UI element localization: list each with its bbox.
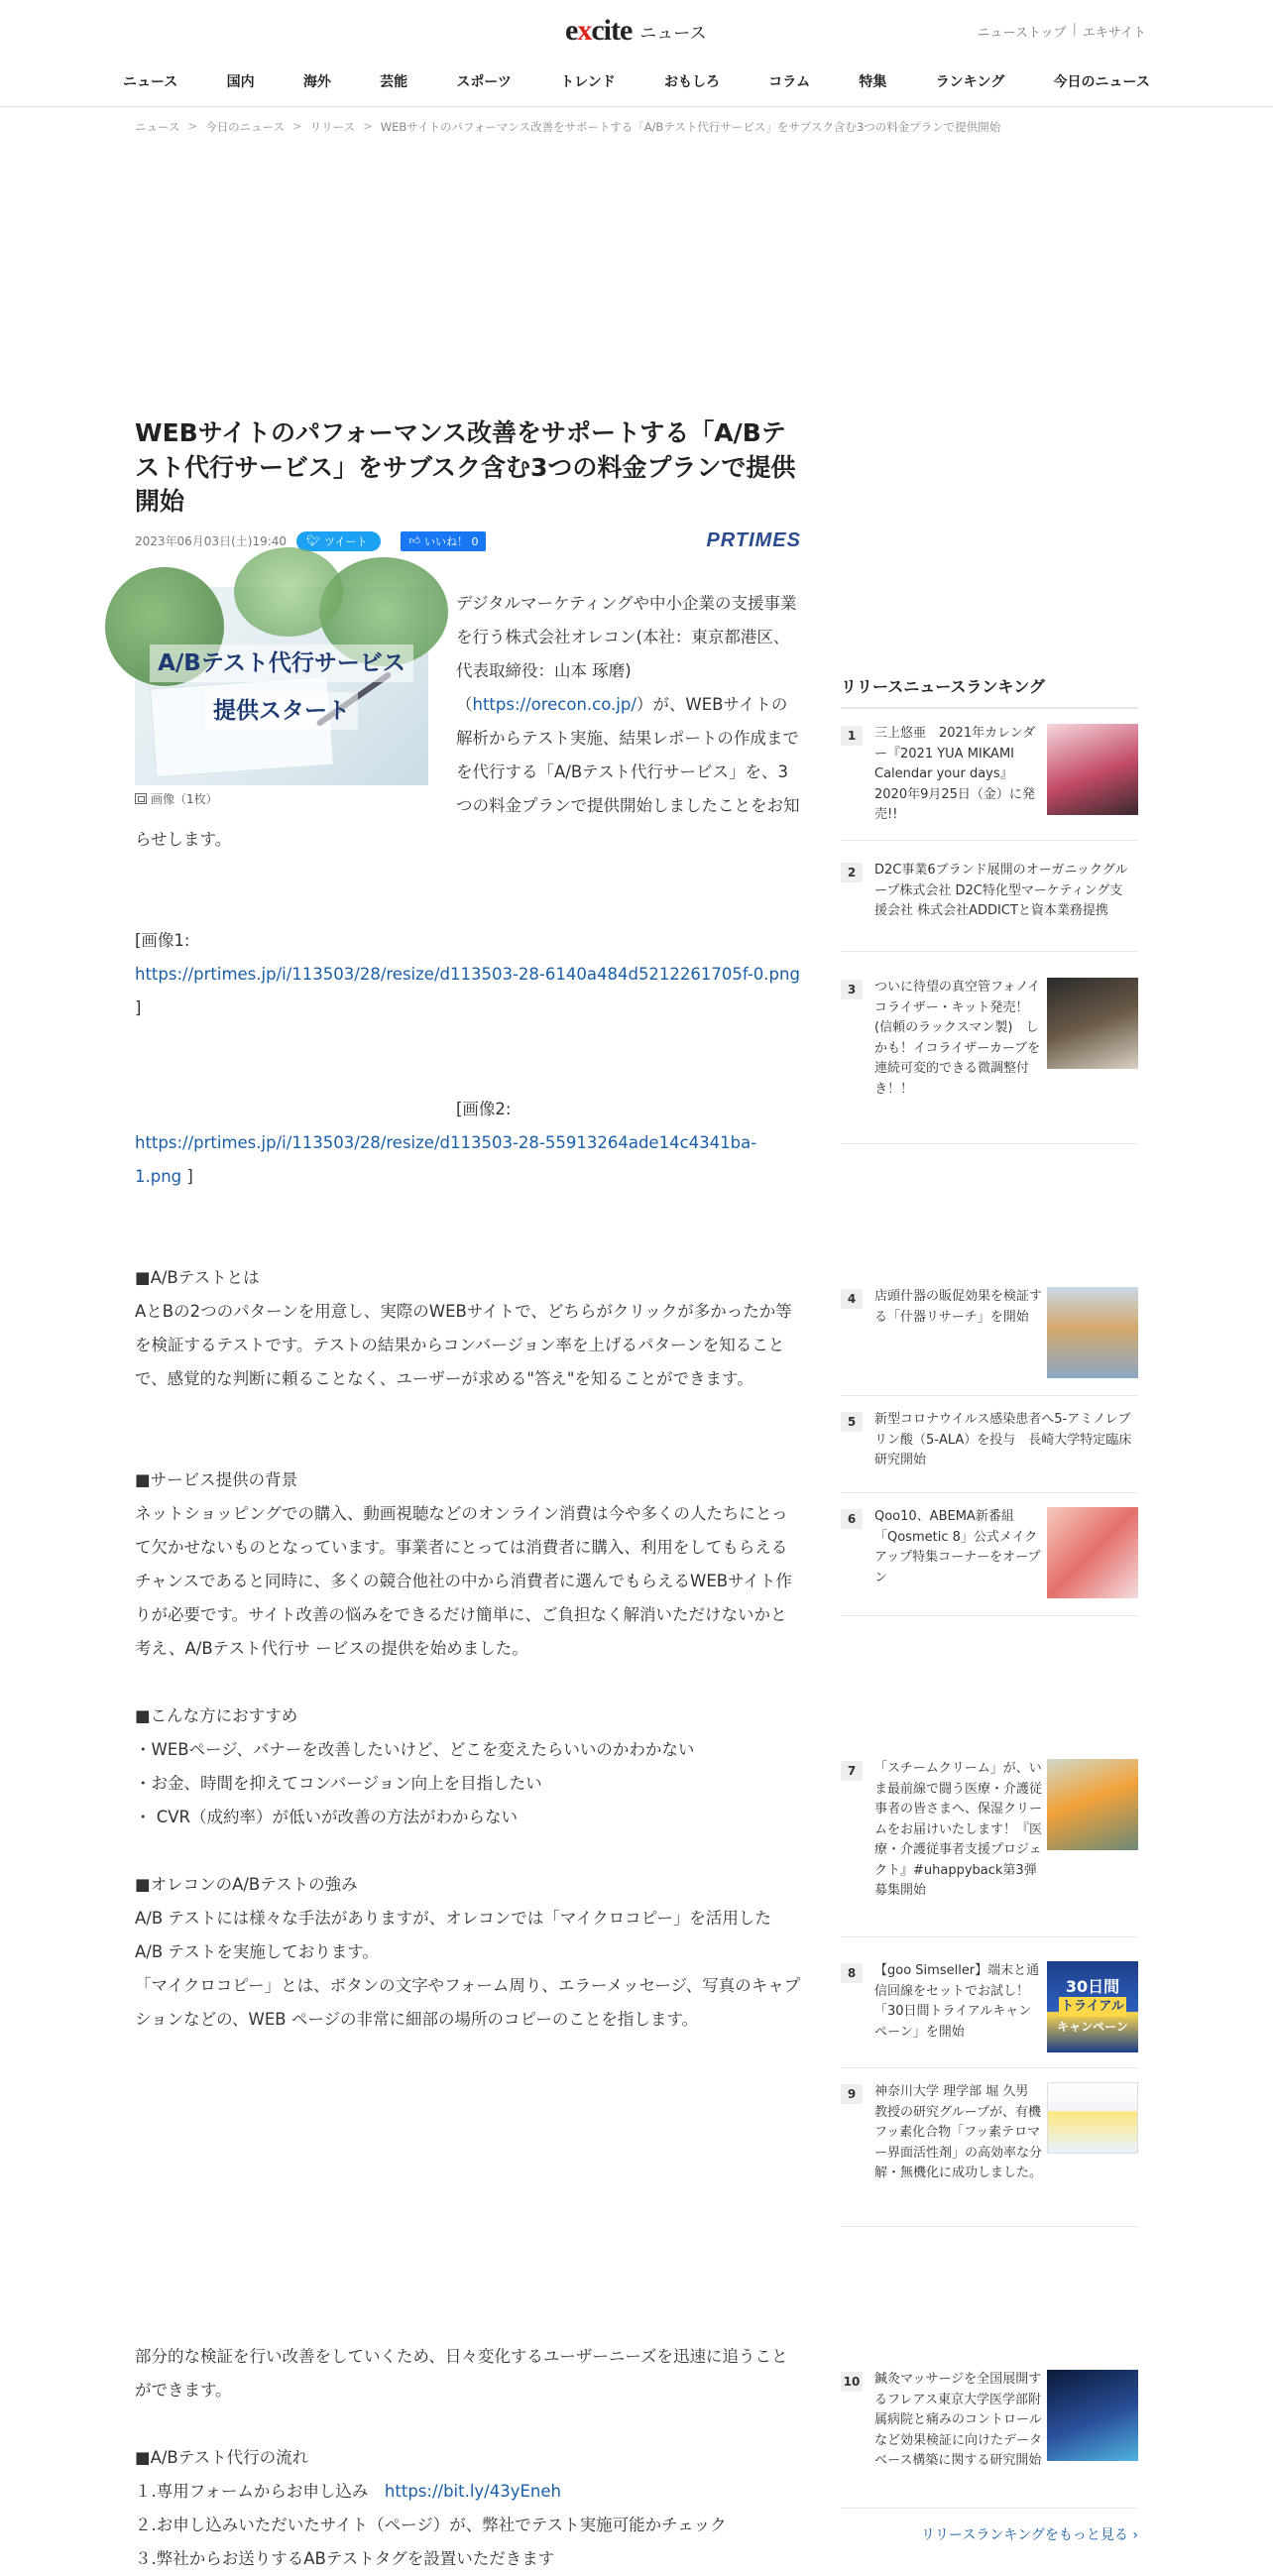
nav-news[interactable]: ニュース xyxy=(123,74,178,90)
section-strength-body2: 「マイクロコピー」とは、ボタンの文字やフォーム周り、エラーメッセージ、写真のキャプションなどの、WEB ページの非常に細部の場所のコピーのことを指します。 xyxy=(135,1975,801,2029)
rank-number: 2 xyxy=(841,863,863,882)
rank-headline: ついに待望の真空管フォノイコライザー・キット発売！(信頼のラックスマン製) しかも！イコライザーカーブを連続可変的できる微調整付き！！ xyxy=(874,980,1041,1097)
rank-headline: D2C事業6ブランド展開のオーガニックグループ株式会社 D2C特化型マーケティング支援会社 株式会社ADDICTと資本業務提携 xyxy=(874,863,1128,918)
nav-domestic[interactable]: 国内 xyxy=(226,74,255,90)
rank-number: 8 xyxy=(841,1963,863,1983)
thumbs-up-icon: 👍︎ xyxy=(408,534,420,547)
rank-number: 6 xyxy=(841,1509,863,1529)
chevron-right-icon: › xyxy=(1132,2527,1138,2543)
image-gallery-icon xyxy=(135,793,147,804)
article-figure xyxy=(135,587,428,809)
thumbnail-subline: 提供スタート xyxy=(205,692,358,730)
rank-thumbnail xyxy=(1047,2082,1138,2154)
rank-headline: 店頭什器の販促効果を検証する「什器リサーチ」を開始 xyxy=(874,1289,1043,1325)
flow-step-3: ３.弊社からお送りするABテストタグを設置いただきます xyxy=(135,2548,555,2568)
recommend-item: ・ CVR（成約率）が低いが改善の方法がわからない xyxy=(135,1807,519,1826)
rank-headline: 三上悠亜 2021年カレンダー『2021 YUA MIKAMI Calendar your days』2020年9月25日（金）に発売!! xyxy=(874,726,1036,822)
excite-news-logo[interactable] xyxy=(565,14,706,48)
breadcrumb-sep: > xyxy=(363,119,373,133)
breadcrumb-news[interactable]: ニュース xyxy=(135,120,180,134)
facebook-like-button[interactable] xyxy=(401,531,486,551)
ranking-list xyxy=(841,0,1138,2546)
breadcrumb-sep: > xyxy=(292,119,302,133)
ranking-item[interactable] xyxy=(841,1759,1138,1937)
rank-thumbnail xyxy=(1047,1961,1138,2052)
ranking-item[interactable] xyxy=(841,861,1138,952)
like-label: いいね！ 0 xyxy=(423,534,479,548)
nav-ranking[interactable]: ランキング xyxy=(935,74,1005,90)
breadcrumb-sep: > xyxy=(187,119,198,133)
rank-headline: 「スチームクリーム」が、いま最前線で闘う医療・介護従事者の皆さまへ、保湿クリームをお届けいたします！『医療・介護従事者支援プロジェクト』#uhappyback第3弾募集開始 xyxy=(874,1761,1043,1898)
image-count-label: 画像（1枚） xyxy=(151,791,218,806)
image2-ref: [画像2: xyxy=(456,1099,512,1118)
ranking-item[interactable] xyxy=(841,2082,1138,2227)
section-background-body: ネットショッピングでの購入、動画視聴などのオンライン消費は今や多くの人たちにとって欠かせないものとなっています。事業者にとっては消費者に購入、利用をしてもらえるチャンスであると同時に、多くの競合他社の中から消費者に選んでもらえるWEBサイト作りが必要です。サイト改善の悩みをできるだけ簡単に、ご負担なく解消いただけないかと考え、A/Bテスト代行サ ービスの提供を始めました。 xyxy=(135,1503,792,1658)
article-thumbnail[interactable] xyxy=(135,587,428,785)
excite-logo-text: excite xyxy=(565,14,633,47)
rank-thumbnail xyxy=(1047,1507,1138,1598)
rank-headline: 鍼灸マッサージを全国展開するフレアス東京大学医学部附属病院と痛みのコントロールなど効果検証に向けたデータベース構築に関する研究開始 xyxy=(874,2372,1043,2468)
intro-paragraph: デジタルマーケティングや中小企業の支援事業を行う株式会社オレコン(本社：東京都港区、代表取締役：山本 琢磨)（https://orecon.co.jp/）が、WEBサイトの解析からテスト実施、結果レポートの作成までを代行する「A/Bテスト代行サービス」を、3つの料金プランで提供開始しましたことをお知らせします。 xyxy=(135,593,800,849)
publish-date: 2023年06月03日(土)19:40 xyxy=(135,534,288,548)
rank-number: 4 xyxy=(841,1289,863,1309)
rank-headline: 神奈川大学 理学部 堀 久男 教授の研究グループが、有機フッ素化合物「フッ素テロマー界面活性剤」の高効率な分解・無機化に成功しました。 xyxy=(874,2084,1043,2180)
nav-overseas[interactable]: 海外 xyxy=(302,74,331,90)
section-strength-body1: A/B テストには様々な手法がありますが、オレコンでは「マイクロコピー」を活用した A/B テストを実施しております。 xyxy=(135,1908,771,1961)
trial-days-text: 30日間 xyxy=(1065,1977,1120,1996)
breadcrumb-release[interactable]: リリース xyxy=(309,120,356,134)
trial-text: トライアル xyxy=(1059,1997,1126,2017)
image2-link[interactable]: https://prtimes.jp/i/113503/28/resize/d113503-28-55913264ade14c4341ba-1.png xyxy=(135,1132,757,1186)
article xyxy=(135,416,801,2576)
section-background-heading: ■サービス提供の背景 xyxy=(135,1469,298,1489)
twitter-bird-icon: 🐦︎ xyxy=(306,534,320,547)
rank-number: 7 xyxy=(841,1761,863,1781)
orecon-link[interactable]: https://orecon.co.jp/ xyxy=(472,694,636,714)
prtimes-logo[interactable]: PRTIMES xyxy=(706,528,801,551)
ranking-item[interactable] xyxy=(841,978,1138,1144)
recommend-item: ・WEBページ、バナーを改善したいけど、どこを変えたらいいのかわかない xyxy=(135,1739,695,1759)
breadcrumb-current: WEBサイトのパフォーマンス改善をサポートする「A/Bテスト代行サービス」をサブスク含む3つの料金プランで提供開始 xyxy=(380,120,1001,134)
ranking-item[interactable] xyxy=(841,724,1138,841)
rank-headline: Qoo10、ABEMA新番組「Qosmetic 8」公式メイクアップ特集コーナーをオープン xyxy=(874,1509,1041,1585)
article-body: A/Bテスト代行サービス 提供スタート 画像（1枚） デジタルマーケティングや中小企業の支援事業を行う株式会社オレコン(本社：東京都港区、代表取締役：山本 琢磨)（https://orecon.co.jp/）が、WEBサイトの解析からテスト実施、結果レポートの作成までを代行する「A/Bテスト代行サービス」を、3つの料金プランで提供開始しましたことをお知らせします。 [画像1: https://prtimes.jp/i/113503/28/resize/d113503-28-6140a484d5212261705f-0.png ] [画像2: https://prtimes.jp/i/113503/28/resize/d113503-28-55913264ade14c4341ba-1.png ] ■A/Bテストとは AとBの2つのパターンを用意し、実際のWEBサイトで、どちらがクリックが多かったか等を検証するテストです。テストの結果からコンバージョン率を上げるパターンを知ることで、感覚的な判断に頼ることなく、ユーザーが求める"答え"を知ることができます。 ■サービス提供の背景 ネットショッピングでの購入、動画視聴などのオンライン消費は今や多くの人たちにとって欠かせないものとなっています。事業者にとっては消費者に購入、利用をしてもらえるチャンスであると同時に、多くの競合他社の中から消費者に選んでもらえるWEBサイト作りが必要です。サイト改善の悩みをできるだけ簡単に、ご負担なく解消いただけないかと考え、A/Bテスト代行サ ービスの提供を始めました。 ■こんな方におすすめ ・WEBページ、バナーを改善したいけど、どこを変えたらいいのかわかない ・お金、時間を抑えてコンバージョン向上を目指したい ・ CVR（成約率）が低いが改善の方法がわからない ■オレコンのA/Bテストの強み A/B テストには様々な手法がありますが、オレコンでは「マイクロコピー」を活用した A/B テストを実施しております。 「マイクロコピー」とは、ボタンの文字やフォーム周り、エラーメッセージ、写真のキャプションなどの、WEB ページの非常に細部の場所のコピーのことを指します。 部分的な検証を行い改善をしていくため、日々変化するユーザーニーズを迅速に追うことができます。 ■A/Bテスト代行の流れ １.専用フォームからお申し込み https://bit.ly/43yEneh ２.お申し込みいただいたサイト（ページ）が、弊社でテスト実施可能かチェック ３.弊社からお送りするABテストタグを設置いただきます xyxy=(135,587,801,2576)
thumbnail-headline: A/Bテスト代行サービス xyxy=(150,644,413,682)
rank-number: 5 xyxy=(841,1412,863,1432)
nav-fun[interactable]: おもしろ xyxy=(664,74,721,90)
rank-headline: 【goo Simseller】端末と通信回線をセットでお試し！「30日間トライアルキャンペーン」を開始 xyxy=(874,1963,1040,2040)
breadcrumb-today[interactable]: 今日のニュース xyxy=(205,120,286,134)
tweet-label: ツイート xyxy=(324,534,368,548)
rank-thumbnail xyxy=(1047,1759,1138,1850)
image1-link[interactable]: https://prtimes.jp/i/113503/28/resize/d113503-28-6140a484d5212261705f-0.png xyxy=(135,964,800,984)
ranking-title: リリースニュースランキング xyxy=(841,674,1138,709)
logo-news-label: ニュース xyxy=(639,24,707,44)
ranking-item[interactable] xyxy=(841,1961,1138,2068)
section-ab-body: AとBの2つのパターンを用意し、実際のWEBサイトで、どちらがクリックが多かったか等を検証するテストです。テストの結果からコンバージョン率を上げるパターンを知ることで、感覚的な判断に頼ることなく、ユーザーが求める"答え"を知ることができます。 xyxy=(135,1301,792,1388)
application-form-link[interactable]: https://bit.ly/43yEneh xyxy=(384,2481,561,2501)
nav-today[interactable]: 今日のニュース xyxy=(1053,74,1150,90)
nav-column[interactable]: コラム xyxy=(768,74,811,90)
rank-number: 1 xyxy=(841,726,863,746)
ranking-item[interactable] xyxy=(841,1507,1138,1616)
article-meta xyxy=(135,529,801,553)
ranking-item[interactable] xyxy=(841,2370,1138,2509)
rank-number: 9 xyxy=(841,2084,863,2104)
more-ranking-link[interactable]: リリースランキングをもっと見る › xyxy=(921,2527,1138,2543)
excite-home-link[interactable]: エキサイト xyxy=(1082,26,1146,41)
ranking-item[interactable] xyxy=(841,1287,1138,1396)
top-links-separator: | xyxy=(1072,22,1077,37)
section-strength-heading: ■オレコンのA/Bテストの強み xyxy=(135,1874,358,1894)
nav-feature[interactable]: 特集 xyxy=(859,74,887,90)
nav-sports[interactable]: スポーツ xyxy=(456,74,512,90)
rank-headline: 新型コロナウイルス感染患者へ5-アミノレブリン酸（5-ALA）を投与 長崎大学特定臨床研究開始 xyxy=(874,1412,1132,1467)
image1-ref: [画像1: https://prtimes.jp/i/113503/28/resize/d113503-28-6140a484d5212261705f-0.png ] xyxy=(135,930,800,1017)
rank-thumbnail xyxy=(1047,1287,1138,1378)
rank-thumbnail xyxy=(1047,978,1138,1069)
section-partial-body: 部分的な検証を行い改善をしていくため、日々変化するユーザーニーズを迅速に追うことができます。 xyxy=(135,2346,788,2400)
nav-entertainment[interactable]: 芸能 xyxy=(380,74,408,90)
recommend-item: ・お金、時間を抑えてコンバージョン向上を目指したい xyxy=(135,1773,542,1793)
tweet-button[interactable] xyxy=(296,531,381,551)
rank-number: 3 xyxy=(841,980,863,999)
rank-number: 10 xyxy=(841,2372,863,2392)
image-caption[interactable] xyxy=(135,789,428,809)
section-ab-heading: ■A/Bテストとは xyxy=(135,1267,260,1287)
rank-thumbnail xyxy=(1047,2370,1138,2461)
campaign-text: キャンペーン xyxy=(1057,2020,1128,2034)
section-recommend-heading: ■こんな方におすすめ xyxy=(135,1705,298,1725)
flow-step-1: １.専用フォームからお申し込み https://bit.ly/43yEneh xyxy=(135,2481,561,2501)
article-title: WEBサイトのパフォーマンス改善をサポートする「A/Bテスト代行サービス」をサブスク含む3つの料金プランで提供開始 xyxy=(135,418,796,516)
news-top-link[interactable]: ニューストップ xyxy=(977,26,1067,41)
ranking-item[interactable] xyxy=(841,1410,1138,1493)
flow-step-2: ２.お申し込みいただいたサイト（ページ）が、弊社でテスト実施可能かチェック xyxy=(135,2515,727,2534)
nav-trend[interactable]: トレンド xyxy=(560,74,616,90)
rank-thumbnail xyxy=(1047,724,1138,815)
section-flow-heading: ■A/Bテスト代行の流れ xyxy=(135,2447,309,2467)
